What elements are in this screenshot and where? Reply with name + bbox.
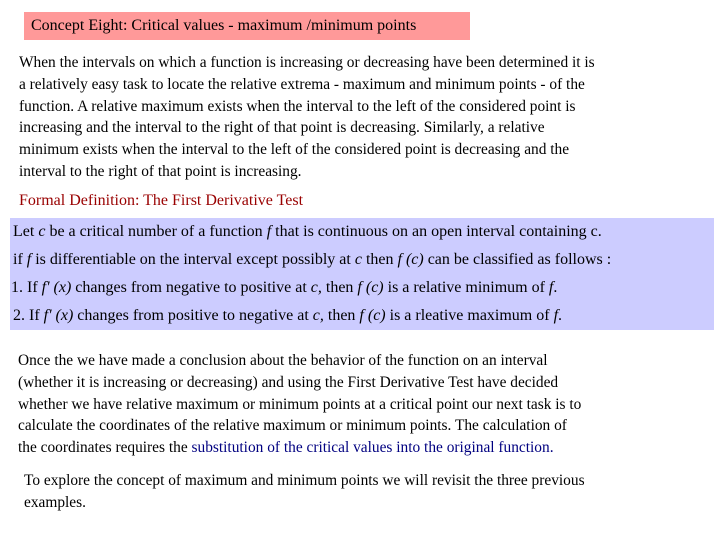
text-run: be a critical number of a function [45,223,267,240]
intro-line: interval to the right of that point is increasing. [19,162,302,180]
math-var: c [38,223,46,240]
definition-line-2 [13,246,611,274]
intro-line: a relatively easy task to locate the relative extrema - maximum and minimum points - of the [19,75,585,93]
intro-paragraph [19,52,709,183]
intro-line: When the intervals on which a function is increasing or decreasing have been determined it is [19,54,595,71]
definition-line-4 [13,302,562,330]
math-var: c, [310,279,322,296]
math-var: c, [312,307,324,324]
math-expression: f' (x) [41,279,72,296]
math-expression: f (c) [359,307,386,324]
text-run: is a relative minimum of [383,279,549,296]
explore-line: examples. [24,494,86,511]
text-run: is a rleative maximum of [385,307,554,324]
text-run: changes from positive to negative at [73,307,313,324]
text-run: . [553,279,558,296]
math-expression: f (c) [397,251,424,268]
conclusion-line: calculate the coordinates of the relative maximum or minimum points. The calculation of [18,417,567,435]
intro-line: increasing and the interval to the right of that point is decreasing. Similarly, a relative [19,119,545,137]
substitution-highlight: substitution of the critical values into the original function. [191,439,554,457]
text-run: changes from negative to positive at [71,279,311,296]
definition-line-3 [11,274,557,302]
text-run: . [558,307,563,324]
math-var: c [354,251,362,268]
conclusion-line: Once the we have made a conclusion about the behavior of the function on an interval [18,352,548,369]
conclusion-text: the coordinates requires the [18,439,192,457]
math-var: f [266,223,272,240]
first-derivative-test-box [10,218,714,330]
text-run: if [13,251,27,268]
text-run: Let [13,223,39,240]
intro-line: minimum exists when the interval to the left of the considered point is decreasing and the [19,141,570,159]
intro-line: function. A relative maximum exists when the interval to the left of the considered point is [19,97,576,115]
definition-line-1 [13,218,602,246]
text-run: then [361,251,398,268]
math-var: f [553,307,559,324]
text-run: 1. If [11,279,42,296]
conclusion-line: whether we have relative maximum or minimum points at a critical point our next task is to [18,395,582,413]
concept-title: Concept Eight: Critical values - maximum /minimum points [24,12,470,40]
math-expression: f (c) [357,279,384,296]
text-run: then [321,279,358,296]
math-var: f [548,279,554,296]
text-run: that is continuous on an open interval containing c. [271,223,602,240]
text-run: 2. If [13,307,44,324]
conclusion-line [18,437,708,459]
explore-paragraph [24,470,704,514]
math-var: f [26,251,32,268]
text-run: is differentiable on the interval except possibly at [31,251,355,268]
conclusion-line: (whether it is increasing or decreasing) and using the First Derivative Test have decided [18,373,559,391]
conclusion-paragraph [18,350,708,459]
text-run: can be classified as follows : [423,251,612,268]
text-run: then [323,307,360,324]
formal-definition-heading: Formal Definition: The First Derivative Test [19,192,304,209]
math-expression: f' (x) [43,307,74,324]
explore-line: To explore the concept of maximum and minimum points we will revisit the three previous [24,472,585,489]
